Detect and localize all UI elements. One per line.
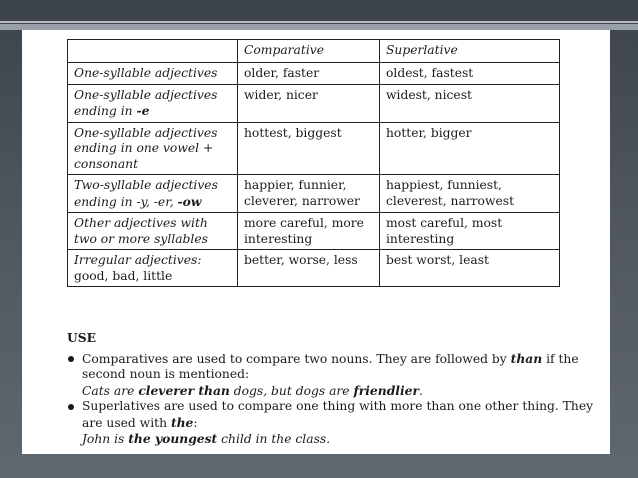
superlative-cell: oldest, fastest (380, 63, 560, 85)
category-cell: One-syllable adjectives ending in -e (68, 84, 238, 122)
use-section (67, 330, 612, 448)
category-cell: One-syllable adjectives (68, 63, 238, 85)
category-cell: Other adjectives with two or more syllables (68, 213, 238, 250)
superlative-cell: most careful, most interesting (380, 213, 560, 250)
superlative-cell: happiest, funniest, cleverest, narrowest (380, 175, 560, 213)
table-row (68, 250, 560, 287)
comparative-cell: wider, nicer (238, 84, 380, 122)
header-superlative: Superlative (380, 40, 560, 63)
adjective-comparison-table (67, 39, 560, 287)
comparative-cell: hottest, biggest (238, 122, 380, 175)
comparative-cell: happier, funnier, cleverer, narrower (238, 175, 380, 213)
comparative-cell: older, faster (238, 63, 380, 85)
table-row (68, 63, 560, 85)
table-row (68, 213, 560, 250)
superlative-cell: hotter, bigger (380, 122, 560, 175)
superlative-cell: best worst, least (380, 250, 560, 287)
table-row (68, 122, 560, 175)
example-sentence: Cats are cleverer than dogs, but dogs are friendlier. (82, 382, 423, 398)
category-cell: Irregular adjectives: good, bad, little (68, 250, 238, 287)
example-sentence: John is the youngest child in the class. (82, 431, 331, 446)
category-cell: One-syllable adjectives ending in one vowel + consonant (68, 122, 238, 175)
slide-content (22, 30, 610, 454)
use-heading: USE (67, 330, 96, 345)
comparative-cell: more careful, more interesting (238, 213, 380, 250)
use-bullet-superlatives: Superlatives are used to compare one thing with more than one other thing. They are used with the: John is the youngest child in the class. (67, 399, 612, 448)
comparative-cell: better, worse, less (238, 250, 380, 287)
table-header-row (68, 40, 560, 63)
table-row (68, 84, 560, 122)
header-cell-empty (68, 40, 238, 63)
bullet-dot-icon (68, 404, 74, 410)
table-row (68, 175, 560, 213)
bullet-dot-icon (68, 356, 74, 362)
use-bullet-comparatives: Comparatives are used to compare two nouns. They are followed by than if the second noun is mentioned: Cats are cleverer than dogs, but dogs are friendlier. (67, 351, 612, 400)
category-cell: Two-syllable adjectives ending in -y, -er, -ow (68, 175, 238, 213)
header-comparative: Comparative (238, 40, 380, 63)
superlative-cell: widest, nicest (380, 84, 560, 122)
